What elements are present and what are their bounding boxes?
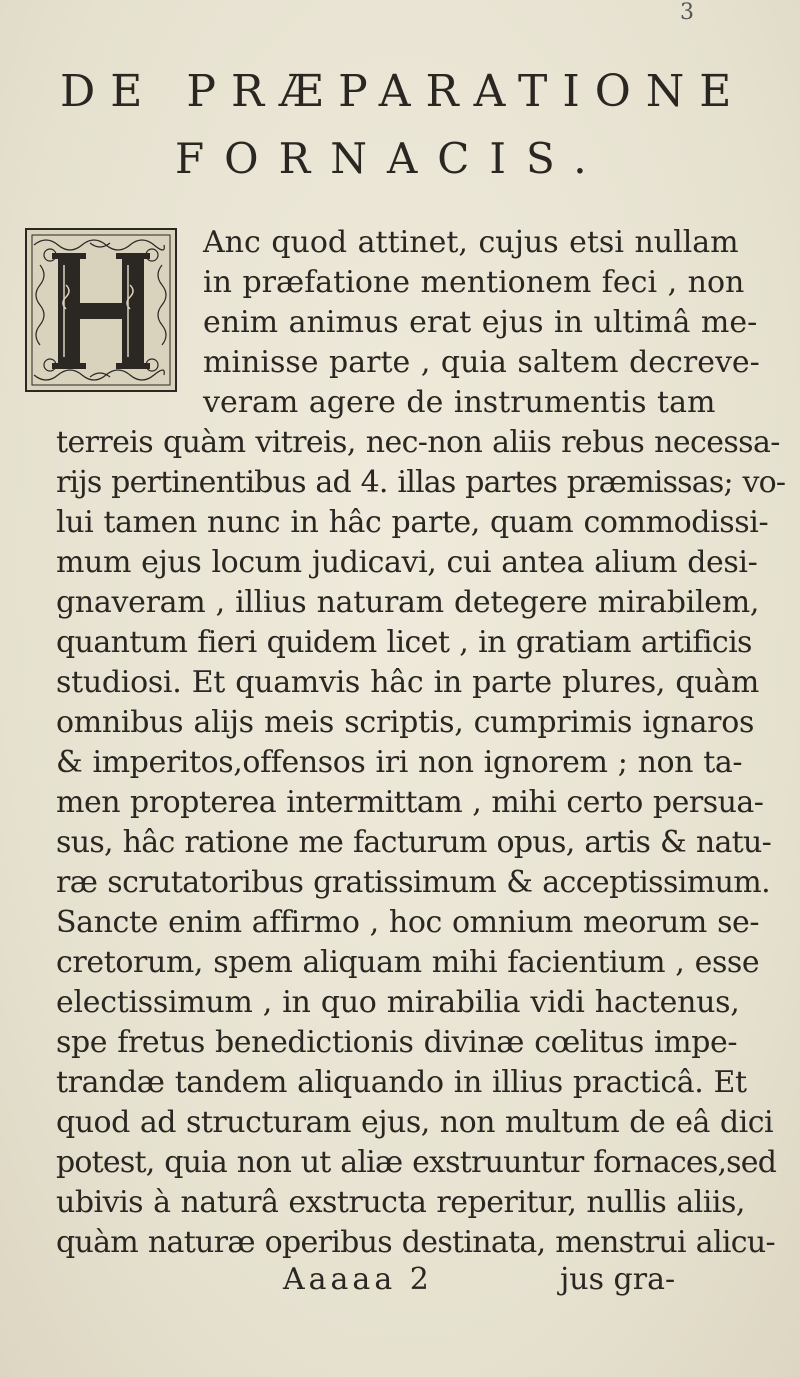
text-line: men propterea intermittam , mihi certo persua- (56, 785, 764, 820)
text-line: Sancte enim affirmo , hoc omnium meorum se- (56, 905, 760, 940)
page-number: 3 (680, 0, 694, 25)
text-line: & imperitos,offensos iri non ignorem ; non ta- (56, 745, 743, 780)
text-line: enim animus erat ejus in ultimâ me- (203, 305, 758, 340)
text-line: studiosi. Et quamvis hâc in parte plures, quàm (56, 665, 760, 700)
text-line: quantum fieri quidem licet , in gratiam artificis (56, 625, 752, 660)
text-line: veram agere de instrumentis tam (203, 385, 716, 420)
signature-mark: Aaaaa 2 (283, 1262, 433, 1297)
ornamental-initial-icon (20, 225, 182, 395)
chapter-title-line-2: FORNACIS. (175, 134, 607, 183)
text-line: ubivis à naturâ exstructa reperitur, nullis aliis, (56, 1185, 745, 1220)
text-line: trandæ tandem aliquando in illius practicâ. Et (56, 1065, 747, 1100)
catchword: jus gra- (560, 1262, 676, 1297)
decorated-initial-h (20, 225, 182, 395)
text-line: in præfatione mentionem feci , non (203, 265, 745, 300)
text-line: omnibus alijs meis scriptis, cumprimis ignaros (56, 705, 755, 740)
text-line: lui tamen nunc in hâc parte, quam commodissi- (56, 505, 769, 540)
chapter-title-line-1: DE PRÆPARATIONE (60, 66, 747, 117)
text-line: rijs pertinentibus ad 4. illas partes præmissas; vo- (56, 465, 786, 500)
text-line: mum ejus locum judicavi, cui antea alium desi- (56, 545, 758, 580)
text-line: gnaveram , illius naturam detegere mirabilem, (56, 585, 760, 620)
text-line: cretorum, spem aliquam mihi facientium , esse (56, 945, 760, 980)
text-line: quàm naturæ operibus destinata, menstrui alicu- (56, 1225, 775, 1260)
text-line: ræ scrutatoribus gratissimum & acceptissimum. (56, 865, 771, 900)
text-line: sus, hâc ratione me facturum opus, artis & natu- (56, 825, 772, 860)
text-line: potest, quia non ut aliæ exstruuntur fornaces,sed (56, 1145, 777, 1180)
text-line: Anc quod attinet, cujus etsi nullam (203, 225, 739, 260)
text-line: electissimum , in quo mirabilia vidi hactenus, (56, 985, 740, 1020)
text-line: quod ad structuram ejus, non multum de eâ dici (56, 1105, 774, 1140)
text-line: terreis quàm vitreis, nec-non aliis rebus necessa- (56, 425, 780, 460)
text-line: minisse parte , quia saltem decreve- (203, 345, 760, 380)
text-line: spe fretus benedictionis divinæ cœlitus impe- (56, 1025, 738, 1060)
